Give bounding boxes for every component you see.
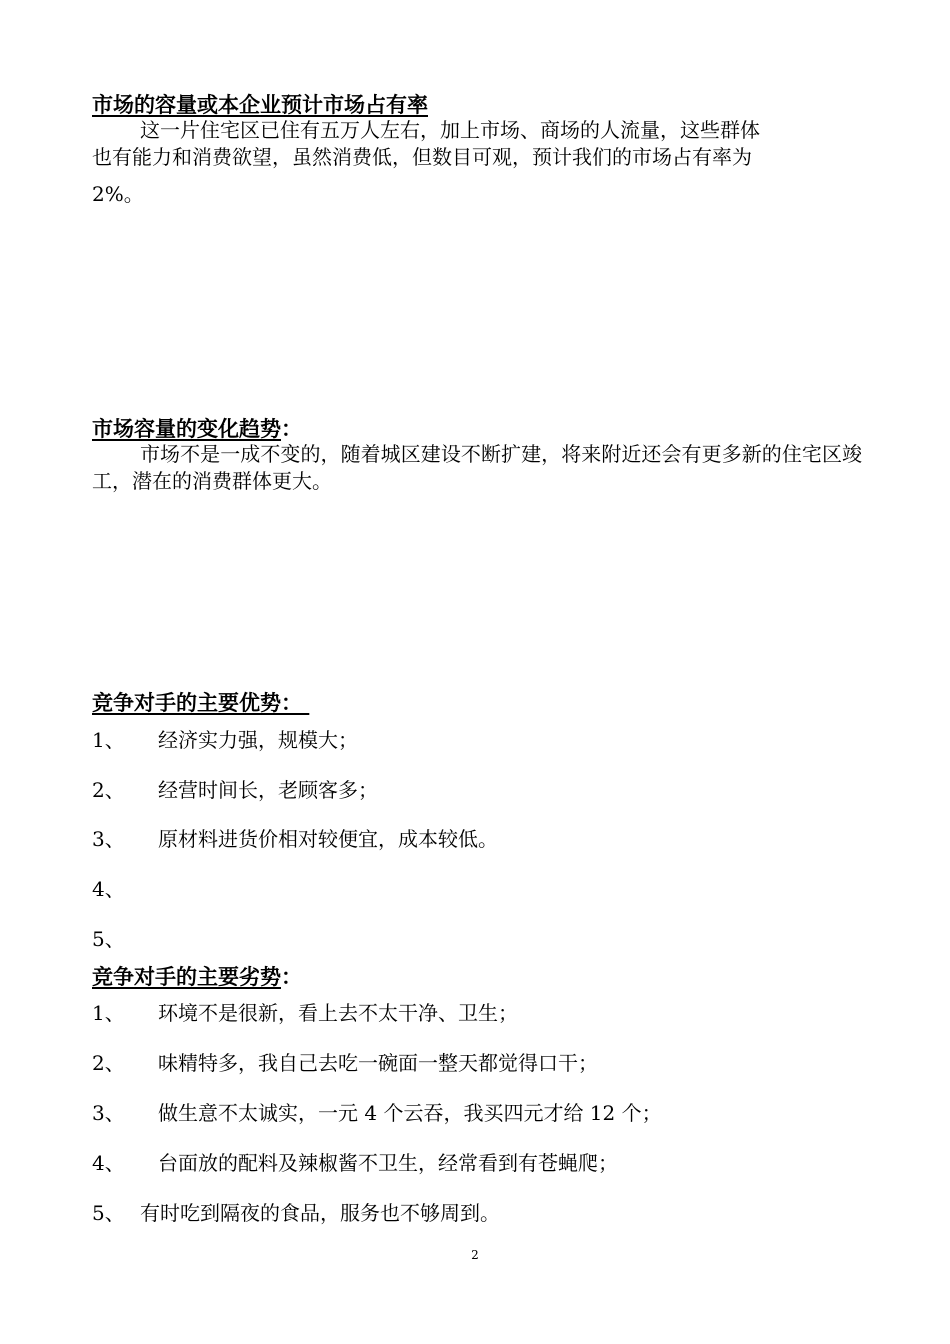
list-item (92, 926, 158, 952)
list-text: 有时吃到隔夜的食品，服务也不够周到。 (140, 1201, 500, 1225)
paragraph-line: 这一片住宅区已住有五万人左右，加上市场、商场的人流量，这些群体 (140, 118, 760, 142)
section-heading-competitor-strengths (92, 690, 862, 716)
list-number: 4、 (92, 877, 125, 901)
paragraph-line: 也有能力和消费欲望，虽然消费低，但数目可观，预计我们的市场占有率为 (92, 145, 752, 169)
list-text: 做生意不太诚实，一元 4 个云吞，我买四元才给 12 个； (158, 1101, 662, 1125)
list-number: 5、 (92, 927, 125, 951)
list-text: 环境不是很新，看上去不太干净、卫生； (158, 1001, 518, 1025)
list-item (92, 727, 358, 753)
list-item (92, 876, 158, 902)
list-text: 经营时间长，老顾客多； (158, 778, 378, 802)
list-text: 味精特多，我自己去吃一碗面一整天都觉得口干； (158, 1051, 598, 1075)
paragraph-market-capacity (92, 117, 862, 208)
list-number: 5、 (92, 1201, 125, 1225)
list-item (92, 1000, 518, 1026)
heading-underline-space (302, 691, 309, 715)
heading-suffix: ： (281, 691, 302, 715)
section-heading-capacity-trend (92, 416, 862, 442)
heading-text: 市场的容量或本企业预计市场占有率 (92, 93, 428, 117)
list-number: 3、 (92, 1101, 125, 1125)
section-heading-competitor-weaknesses (92, 964, 862, 990)
heading-suffix: ： (281, 965, 302, 989)
paragraph-line: 2%。 (92, 182, 144, 206)
heading-text: 竞争对手的主要优势 (92, 691, 281, 715)
list-number: 3、 (92, 827, 125, 851)
list-item (92, 1100, 662, 1126)
list-item (92, 777, 378, 803)
page-number: 2 (471, 1248, 479, 1262)
list-item (92, 826, 498, 852)
list-number: 2、 (92, 1051, 125, 1075)
list-item (92, 1150, 618, 1176)
section-heading-market-capacity (92, 92, 862, 118)
heading-suffix: ： (281, 417, 302, 441)
heading-text: 竞争对手的主要劣势 (92, 965, 281, 989)
list-number: 2、 (92, 778, 125, 802)
heading-text: 市场容量的变化趋势 (92, 417, 281, 441)
list-text: 原材料进货价相对较便宜，成本较低。 (158, 827, 498, 851)
list-number: 1、 (92, 728, 125, 752)
list-text: 经济实力强，规模大； (158, 728, 358, 752)
list-item (92, 1200, 500, 1226)
list-number: 4、 (92, 1151, 125, 1175)
list-text: 台面放的配料及辣椒酱不卫生，经常看到有苍蝇爬； (158, 1151, 618, 1175)
list-number: 1、 (92, 1001, 125, 1025)
list-item (92, 1050, 598, 1076)
paragraph-capacity-trend: 市场不是一成不变的，随着城区建设不断扩建，将来附近还会有更多新的住宅区竣工，潜在的消费群体更大。 (92, 442, 862, 493)
